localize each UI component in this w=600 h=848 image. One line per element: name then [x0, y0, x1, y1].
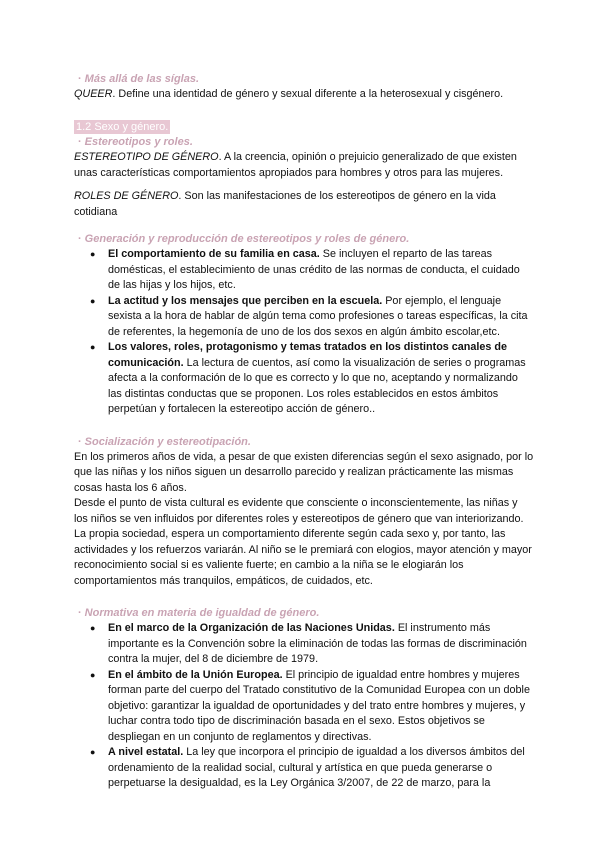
paragraph-queer: [74, 87, 534, 103]
subheading-text: Estereotipos y roles.: [84, 136, 193, 148]
item-text: Se incluyen el reparto de las tareas domésticas, el establecimiento de unas crédito de las normas de conducta, el cuidado de las hijas y los hijos, etc.: [108, 248, 520, 291]
term-estereotipo: ESTEREOTIPO DE GÉNERO: [74, 151, 219, 163]
item-heading: A nivel estatal.: [108, 746, 184, 758]
bullet-icon: ●: [90, 249, 96, 259]
definition-queer: . Define una identidad de género y sexual diferente a la heterosexual y cisgénero.: [112, 88, 504, 100]
subheading-mas-alla: [78, 72, 534, 87]
item-heading: Los valores, roles, protagonismo y temas tratados en los distintos canales de comunicación.: [108, 341, 508, 369]
bullet-dot: ·: [78, 435, 82, 448]
paragraph-roles: [74, 189, 534, 220]
subheading-estereotipos: [78, 135, 534, 150]
section-title: [74, 120, 534, 136]
section-title-text: 1.2 Sexo y género.: [76, 120, 169, 133]
item-text: El principio de igualdad entre hombres y mujeres forman parte del cuerpo del Tratado constitutivo de la Comunidad Europea con un doble objetivo: garantizar la igualdad de oportunidades y del trato entre hombres y mujeres, y luchar contra todo tipo de discriminación basada en el sexo. Estos objetivos se despliegan en un conjunto de reglamentos y directivas.: [108, 668, 530, 743]
document-content: [74, 72, 534, 792]
definition-roles: . Son las manifestaciones de los estereotipos de género en la vida cotidiana: [74, 190, 496, 218]
subheading-socializacion: [78, 435, 534, 450]
definition-estereotipo: . A la creencia, opinión o prejuicio generalizado de que existen unas características comportamientos apropiados para hombres y otros para las mujeres.: [74, 151, 517, 179]
item-text: Por ejemplo, el lenguaje sexista a la hora de hablar de algún tema como profesiones o tareas específicas, la cita de referentes, la hegemonía de uno de los dos sexos en algún ámbito escolar,etc.: [108, 294, 528, 338]
list-item: [74, 745, 534, 792]
paragraph-estereotipo: [74, 150, 534, 181]
bullet-icon: ●: [90, 669, 96, 680]
bullet-dot: ·: [78, 136, 82, 148]
item-heading: La actitud y los mensajes que perciben en la escuela.: [108, 294, 383, 307]
term-roles: ROLES DE GÉNERO: [74, 190, 179, 202]
list-generacion: [74, 247, 534, 418]
item-heading: El comportamiento de su familia en casa.: [108, 248, 320, 260]
bullet-icon: ●: [90, 623, 96, 633]
bullet-dot: ·: [78, 607, 82, 619]
paragraph-socializacion-2: Desde el punto de vista cultural es evidente que consciente o inconscientemente, las niñas y los niños se ven influidos por diferentes roles y estereotipos de género que van interiorizando.: [74, 497, 524, 525]
bullet-icon: ●: [90, 747, 96, 757]
subheading-text: Socialización y estereotipación.: [84, 435, 251, 448]
subheading-text: Más allá de las síglas.: [84, 73, 200, 85]
item-heading: En el ámbito de la Unión Europea.: [108, 668, 283, 681]
item-heading: En el marco de la Organización de las Naciones Unidas.: [108, 622, 395, 634]
item-text: La lectura de cuentos, así como la visualización de series o programas afecta a la conformación de lo que es correcto y lo que no, aceptando y normalizando las distintas conductas que se proponen. Los roles establecidos en estos ámbitos perpetúan y fortalecen la estereotipo acción de género..: [108, 356, 526, 415]
subheading-generacion: [78, 232, 534, 247]
bullet-dot: ·: [78, 73, 82, 85]
list-item: [74, 247, 534, 294]
paragraph-socializacion-1: En los primeros años de vida, a pesar de que existen diferencias según el sexo asignado, por lo que las niñas y los niños siguen un desarrollo parecido y realizan prácticamente las mismas cosas hasta los 6 años.: [74, 450, 534, 494]
list-item: [74, 668, 534, 746]
item-text: La ley que incorpora el principio de igualdad a los diversos ámbitos del ordenamiento de la realidad social, cultural y artística en que pueda generarse o perpetuarse la desigualdad, es la Ley Orgánica 3/2007, de 22 de marzo, para la: [108, 746, 525, 789]
item-text: El instrumento más importante es la Convención sobre la eliminación de todas las formas de discriminación contra la mujer, del 8 de diciembre de 1979.: [108, 622, 527, 665]
term-queer: QUEER: [74, 88, 113, 100]
bullet-icon: ●: [90, 342, 96, 352]
list-item: [74, 621, 534, 668]
subheading-text: Normativa en materia de igualdad de género.: [84, 607, 320, 619]
bullet-dot: ·: [78, 233, 82, 245]
subheading-normativa: [78, 606, 534, 621]
list-normativa: [74, 621, 534, 792]
list-item: [74, 294, 534, 341]
bullet-icon: ●: [90, 295, 96, 306]
list-item: [74, 340, 534, 418]
subheading-text: Generación y reproducción de estereotipos y roles de género.: [84, 233, 410, 245]
paragraph-socializacion-3: La propia sociedad, espera un comportamiento diferente según cada sexo y, por tanto, las actividades y los refuerzos variarán. Al niño se le premiará con elogios, mayor atención y mayor reconocimiento social si es valiente fuerte; en cambio a la niña se le elogiarán los comportamientos más tranquilos, empáticos, de cuidados, etc.: [74, 528, 532, 587]
